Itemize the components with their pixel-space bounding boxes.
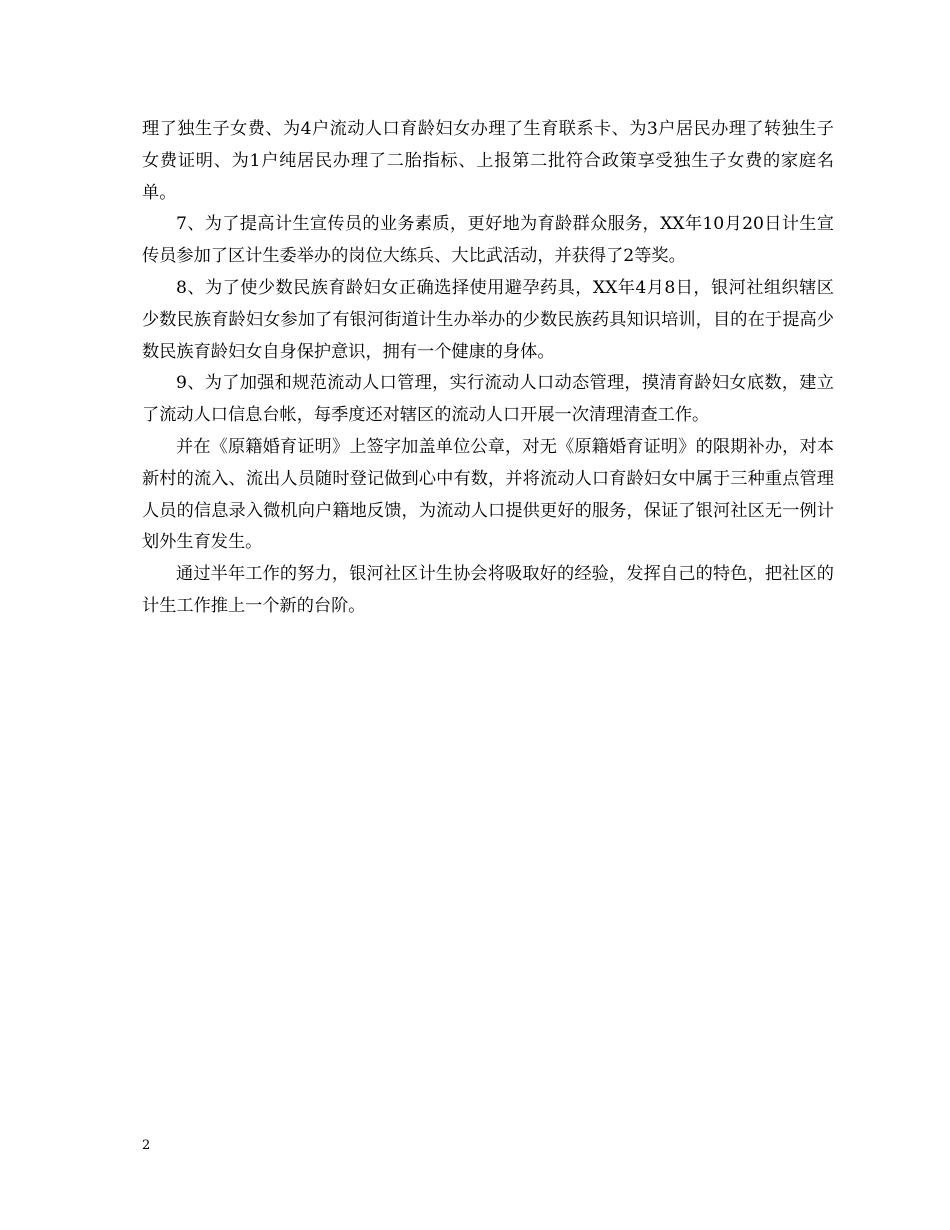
page-number: 2	[142, 1138, 151, 1153]
document-body	[142, 114, 834, 623]
paragraph-conclusion: 通过半年工作的努力，银河社区计生协会将吸取好的经验，发挥自己的特色，把社区的计生工作推上一个新的台阶。	[142, 564, 834, 616]
paragraph-registration: 并在《原籍婚育证明》上签字加盖单位公章，对无《原籍婚育证明》的限期补办，对本新村的流入、流出人员随时登记做到心中有数，并将流动人口育龄妇女中属于三种重点管理人员的信息录入微机向户籍地反馈，为流动人口提供更好的服务，保证了银河社区无一例计划外生育发生。	[142, 436, 834, 553]
paragraph-item-9: 9、为了加强和规范流动人口管理，实行流动人口动态管理，摸清育龄妇女底数，建立了流动人口信息台帐，每季度还对辖区的流动人口开展一次清理清查工作。	[142, 373, 834, 426]
paragraph-continuation: 理了独生子女费、为4户流动人口育龄妇女办理了生育联系卡、为3户居民办理了转独生子女费证明、为1户纯居民办理了二胎指标、上报第二批符合政策享受独生子女费的家庭名单。	[142, 119, 834, 203]
paragraph-item-7: 7、为了提高计生宣传员的业务素质，更好地为育龄群众服务，XX年10月20日计生宣传员参加了区计生委举办的岗位大练兵、大比武活动，并获得了2等奖。	[142, 214, 834, 267]
paragraph-item-8: 8、为了使少数民族育龄妇女正确选择使用避孕药具，XX年4月8日，银河社组织辖区少数民族育龄妇女参加了有银河街道计生办举办的少数民族药具知识培训，目的在于提高少数民族育龄妇女自身保护意识，拥有一个健康的身体。	[142, 277, 834, 362]
